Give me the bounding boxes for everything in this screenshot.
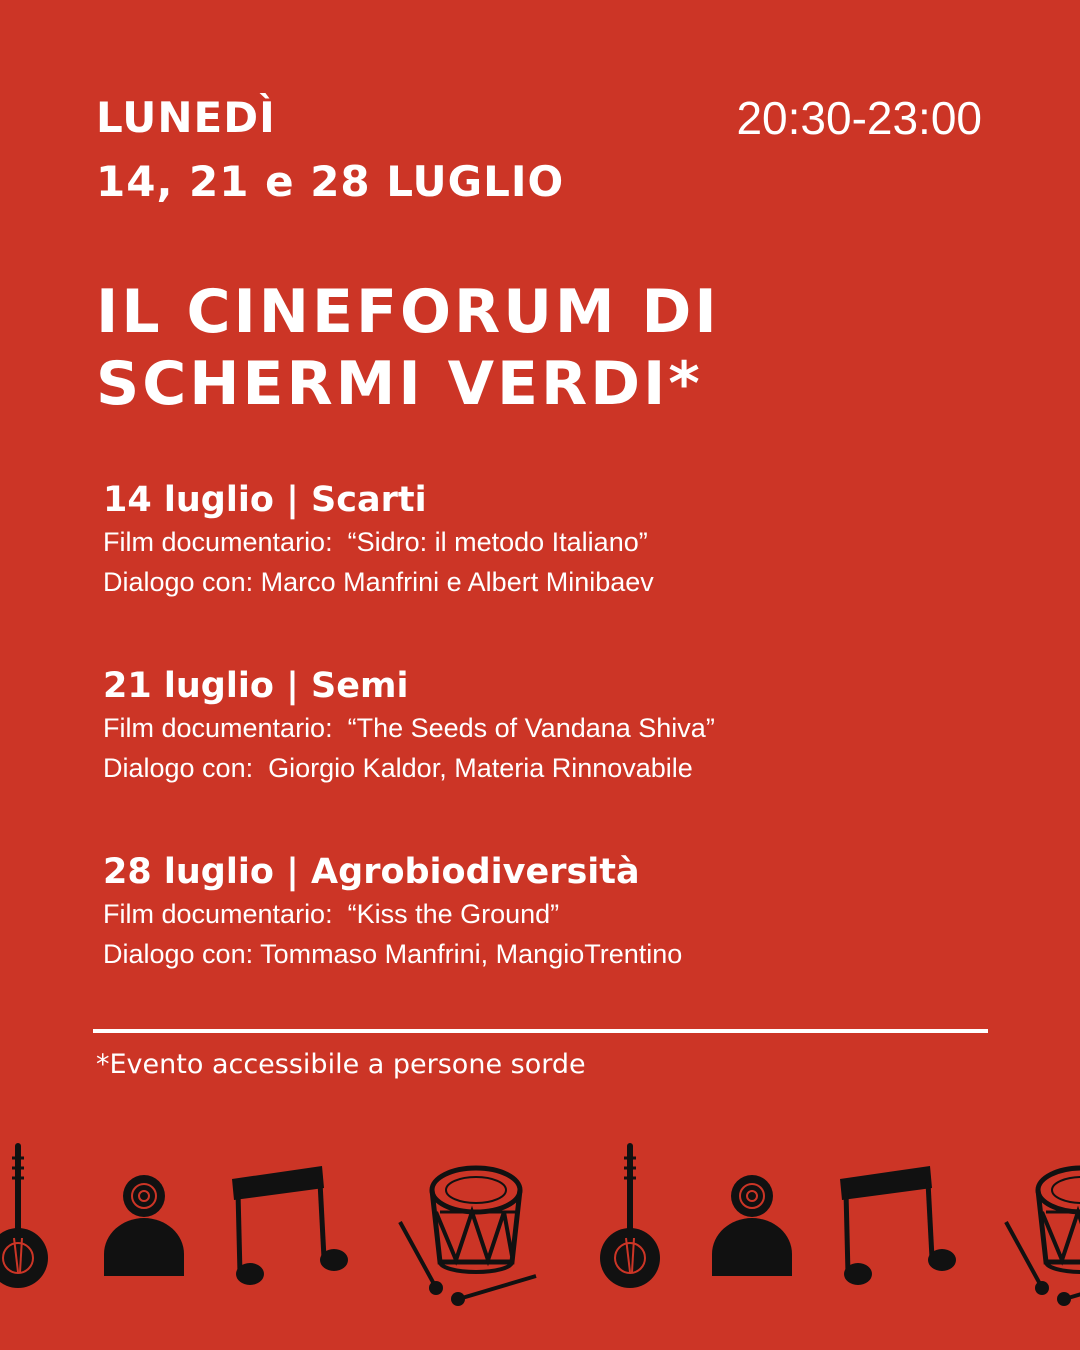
- page-title: [96, 276, 796, 420]
- banjo-icon: [600, 1146, 660, 1288]
- event-dialog: Dialogo con: Marco Manfrini e Albert Minibaev: [103, 567, 654, 597]
- footnote: *Evento accessibile a persone sorde: [96, 1049, 586, 1080]
- event-film: Film documentario: “The Seeds of Vandana Shiva”: [103, 713, 715, 743]
- event-dialog: Dialogo con: Tommaso Manfrini, MangioTrentino: [103, 939, 683, 969]
- decorative-icon-band: [0, 1130, 1080, 1310]
- event-item: [103, 664, 1003, 850]
- music-note-icon: [232, 1166, 348, 1285]
- event-list: [103, 478, 1003, 1036]
- event-time: 20:30-23:00: [736, 92, 982, 144]
- event-item: [103, 478, 1003, 664]
- title-line-1: IL CINEFORUM DI: [96, 277, 720, 347]
- event-heading: 14 luglio | Scarti: [103, 480, 427, 520]
- event-item: [103, 850, 1003, 1036]
- event-film: Film documentario: “Sidro: il metodo Italiano”: [103, 527, 648, 557]
- event-day: LUNEDÌ: [96, 93, 276, 142]
- event-film: Film documentario: “Kiss the Ground”: [103, 899, 560, 929]
- person-icon: [712, 1175, 792, 1276]
- drum-icon: [1006, 1168, 1080, 1306]
- drum-icon: [400, 1168, 536, 1306]
- title-line-2: SCHERMI VERDI*: [96, 349, 703, 419]
- banjo-icon: [0, 1146, 48, 1288]
- event-dates: 14, 21 e 28 LUGLIO: [96, 157, 565, 206]
- event-heading: 28 luglio | Agrobiodiversità: [103, 852, 640, 892]
- event-heading: 21 luglio | Semi: [103, 666, 409, 706]
- event-dialog: Dialogo con: Giorgio Kaldor, Materia Rinnovabile: [103, 753, 693, 783]
- music-note-icon: [840, 1166, 956, 1285]
- divider: [93, 1029, 988, 1033]
- person-icon: [104, 1175, 184, 1276]
